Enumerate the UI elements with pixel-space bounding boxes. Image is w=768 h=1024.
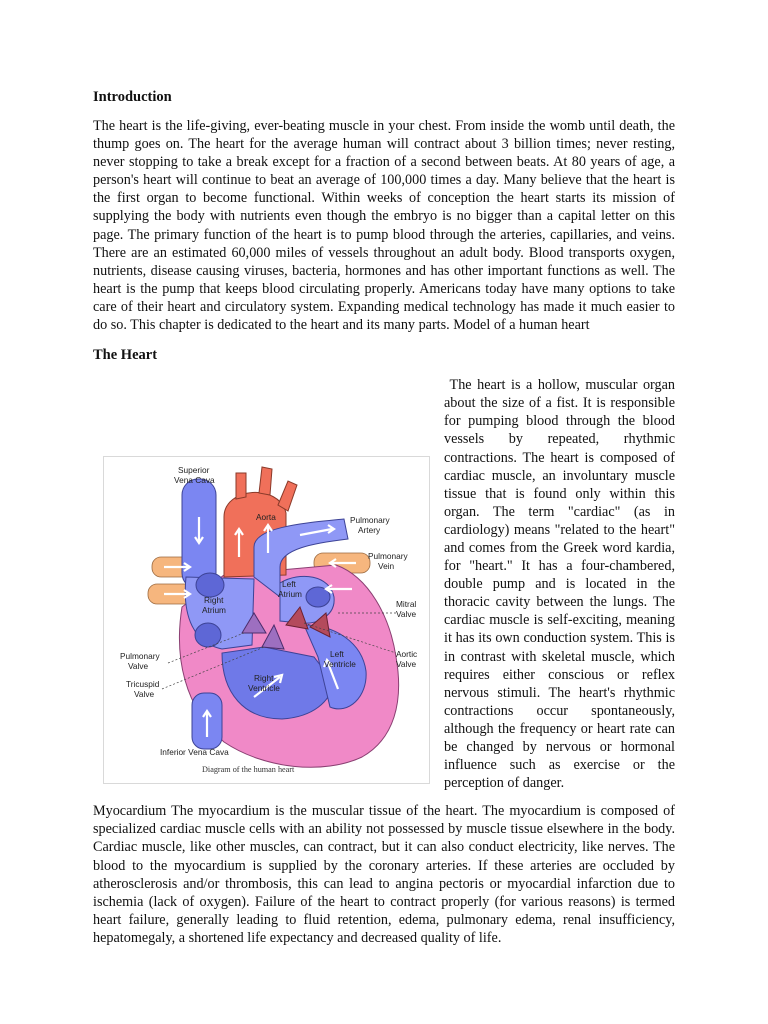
label-mitral-valve-1: Mitral bbox=[396, 599, 417, 610]
figure-caption: Diagram of the human heart bbox=[202, 765, 295, 775]
label-pulmonary-artery-2: Artery bbox=[358, 525, 381, 536]
label-pulmonary-artery-1: Pulmonary bbox=[350, 515, 390, 526]
label-pulmonary-valve-1: Pulmonary bbox=[120, 651, 160, 662]
label-aorta: Aorta bbox=[256, 512, 276, 523]
label-aortic-valve-1: Aortic bbox=[396, 649, 418, 660]
label-tricuspid-valve-1: Tricuspid bbox=[126, 679, 160, 690]
label-tricuspid-valve-2: Valve bbox=[134, 689, 155, 700]
introduction-paragraph: The heart is the life-giving, ever-beating muscle in your chest. From inside the womb until death, the thump goes on. The heart for the average human will contract about 3 billion times; never resting, never stopping to take a break except for a fraction of a second between beats. At 80 years of age, a person's heart will continue to beat an average of 100,000 times a day. Many believe that the heart is the first organ to become functional. Within weeks of conception the heart starts its mission of supplying the body with nutrients even though the embryo is no bigger than a capital letter on this page. The primary function of the heart is to pump blood through the arteries, capillaries, and veins. There are an estimated 60,000 miles of vessels throughout an adult body. Blood transports oxygen, nutrients, disease causing viruses, bacteria, hormones and has other important functions as well. The heart is the pump that keeps blood circulating properly. Americans today have many options to take care of their heart and circulatory system. Expanding medical technology has made it much easier to do so. This chapter is dedicated to the heart and its many parts. Model of a human heart bbox=[93, 118, 675, 334]
label-superior-vena-cava-1: Superior bbox=[178, 465, 210, 476]
label-aortic-valve-2: Valve bbox=[396, 659, 417, 670]
heart-diagram bbox=[104, 457, 429, 783]
the-heart-heading: The Heart bbox=[93, 347, 158, 364]
label-left-ventricle-1: Left bbox=[330, 649, 344, 660]
label-right-ventricle-1: Right bbox=[254, 673, 274, 684]
label-pulmonary-vein-1: Pulmonary bbox=[368, 551, 408, 562]
the-heart-paragraph: The heart is a hollow, muscular organ about the size of a fist. It is responsible for pumping blood through the blood vessels by repeated, rhythmic contractions. The heart is composed of cardiac muscle, an involuntary muscle tissue that is found only within this organ. The term "cardiac" (as in cardiology) means "related to the heart" and comes from the Greek word kardia, for "heart." It has a four-chambered, double pump and is located in the thoracic cavity between the lungs. The cardiac muscle is self-exciting, meaning it has its own conduction system. This is in contrast with skeletal muscle, which requires either conscious or reflex nervous stimuli. The heart's rhythmic contractions occur spontaneously, although the frequency or heart rate can be changed by nervous or hormonal influence such as exercise or the perception of danger. bbox=[444, 377, 675, 792]
label-inferior-vena-cava: Inferior Vena Cava bbox=[160, 747, 229, 758]
label-pulmonary-vein-2: Vein bbox=[378, 561, 395, 572]
introduction-heading: Introduction bbox=[93, 89, 172, 105]
document-page bbox=[93, 86, 675, 947]
label-left-atrium-2: Atrium bbox=[278, 589, 302, 600]
right-atrium-opening bbox=[196, 573, 224, 597]
label-right-atrium-2: Atrium bbox=[202, 605, 226, 616]
label-superior-vena-cava-2: Vena Cava bbox=[174, 475, 215, 486]
label-left-atrium-1: Left bbox=[282, 579, 296, 590]
label-right-atrium-1: Right bbox=[204, 595, 224, 606]
label-right-ventricle-2: Ventricle bbox=[248, 683, 280, 694]
label-left-ventricle-2: Ventricle bbox=[324, 659, 356, 670]
myocardium-paragraph: Myocardium The myocardium is the muscular tissue of the heart. The myocardium is composed of specialized cardiac muscle cells with an ability not possessed by muscle tissue elsewhere in the body. Cardiac muscle, like other muscles, can contract, but it can also conduct electricity, like nerves. The blood to the myocardium is supplied by the coronary arteries. If these arteries are occluded by atherosclerosis and/or thrombosis, this can lead to angina pectoris or myocardial infarction due to ischemia (lack of oxygen). Failure of the heart to contract properly (for various reasons) is termed heart failure, generally leading to fluid retention, edema, pulmonary edema, renal insufficiency, hepatomegaly, a shortened life expectancy and decreased quality of life. bbox=[93, 803, 675, 946]
label-pulmonary-valve-2: Valve bbox=[128, 661, 149, 672]
label-mitral-valve-2: Valve bbox=[396, 609, 417, 620]
heart-diagram-figure bbox=[103, 456, 430, 784]
